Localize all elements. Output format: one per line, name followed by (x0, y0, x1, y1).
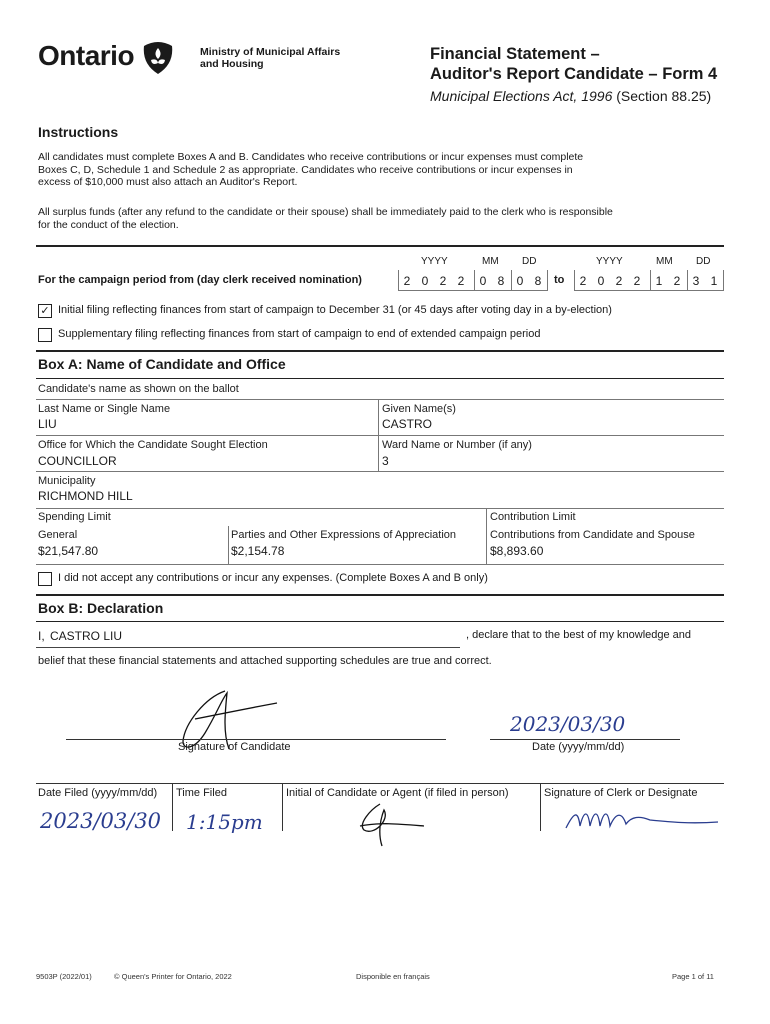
to-digit: 2 (615, 274, 623, 288)
instructions-para-2-line: All surplus funds (after any refund to the candidate or their spouse) shall be immediately paid to the clerk who is responsible (38, 206, 613, 218)
from-digit: 0 (421, 274, 429, 288)
supplementary-filing-checkbox[interactable] (38, 328, 52, 342)
ministry-name (200, 46, 340, 70)
from-date-field[interactable] (398, 270, 548, 290)
instructions-heading: Instructions (38, 124, 119, 140)
instructions-para-1 (38, 151, 728, 189)
time-filed-label: Time Filed (176, 787, 227, 799)
divider (36, 378, 724, 379)
act-name: Municipal Elections Act, 1996 (430, 88, 613, 104)
date-filed-label: Date Filed (yyyy/mm/dd) (38, 787, 158, 799)
ontario-logo-word: Ontario (38, 40, 135, 71)
last-name-value[interactable]: LIU (38, 417, 57, 431)
initial-label: Initial of Candidate or Agent (if filed in person) (286, 787, 509, 799)
instructions-para-1-line: excess of $10,000 must also attach an Auditor's Report. (38, 176, 298, 188)
from-digit: 2 (403, 274, 411, 288)
from-digit: 2 (457, 274, 465, 288)
page-number: Page 1 of 11 (672, 972, 714, 981)
date-filed-handwritten[interactable]: 2023/03/30 (40, 809, 162, 833)
form-code: 9503P (2022/01) (36, 972, 92, 981)
last-name-label: Last Name or Single Name (38, 403, 171, 415)
to-digit: 3 (692, 274, 700, 288)
contribution-limit-value[interactable]: $8,893.60 (490, 544, 544, 558)
act-reference (430, 88, 711, 104)
to-digit: 2 (579, 274, 587, 288)
period-to-label: to (554, 274, 565, 286)
to-digit: 2 (633, 274, 641, 288)
campaign-period-label: For the campaign period from (day clerk received nomination) (38, 274, 362, 286)
form-title (430, 44, 717, 84)
to-digit: 0 (597, 274, 605, 288)
from-mm-label: MM (482, 256, 499, 267)
parties-limit-value[interactable]: $2,154.78 (231, 544, 285, 558)
to-dd-label: DD (696, 256, 711, 267)
act-section: (Section 88.25) (616, 88, 712, 104)
given-name-value[interactable]: CASTRO (382, 417, 433, 431)
instructions-para-1-line: Boxes C, D, Schedule 1 and Schedule 2 as appropriate. Candidates who receive contributions or incur expenses in (38, 163, 573, 176)
given-name-label: Given Name(s) (382, 403, 456, 415)
clerk-signature-image (560, 806, 720, 836)
supplementary-filing-label: Supplementary filing reflecting finances from start of campaign to end of extended campaign period (58, 328, 541, 340)
from-digit: 8 (534, 274, 542, 288)
declaration-text: , declare that to the best of my knowledge and (466, 629, 692, 641)
ward-value[interactable]: 3 (382, 454, 389, 468)
general-label: General (38, 529, 78, 541)
from-digit: 8 (497, 274, 505, 288)
general-limit-value[interactable]: $21,547.80 (38, 544, 99, 558)
spending-limit-label: Spending Limit (38, 511, 111, 523)
agent-initial-image (350, 800, 430, 850)
from-dd-label: DD (522, 256, 537, 267)
clerk-signature-label: Signature of Clerk or Designate (544, 787, 698, 799)
parties-label: Parties and Other Expressions of Appreciation (231, 529, 457, 541)
french-availability: Disponible en français (356, 972, 430, 981)
box-b-title: Box B: Declaration (38, 600, 164, 616)
signature-label: Signature of Candidate (178, 741, 291, 753)
declaration-text-line-2: belief that these financial statements and attached supporting schedules are true and correct. (38, 655, 492, 667)
declaration-date-handwritten[interactable]: 2023/03/30 (510, 712, 626, 736)
instructions-para-1-line: All candidates must complete Boxes A and B. Candidates who receive contributions or incur expenses must complete (38, 151, 584, 163)
ward-label: Ward Name or Number (if any) (382, 439, 532, 451)
to-digit: 2 (673, 274, 681, 288)
divider (36, 245, 724, 247)
form-title-line-2: Auditor's Report Candidate – Form 4 (430, 65, 718, 83)
initial-filing-checkbox[interactable]: ✓ (38, 304, 52, 318)
contribution-sub-label: Contributions from Candidate and Spouse (490, 529, 695, 541)
initial-filing-label: Initial filing reflecting finances from start of campaign to December 31 (or 45 days after voting day in a by-election) (58, 304, 612, 316)
from-digit: 0 (479, 274, 487, 288)
office-value[interactable]: COUNCILLOR (38, 454, 117, 468)
instructions-para-2 (38, 206, 728, 231)
trillium-icon (140, 40, 176, 76)
divider (36, 594, 724, 596)
date-label: Date (yyyy/mm/dd) (532, 741, 625, 753)
instructions-para-2-line: for the conduct of the election. (38, 218, 179, 231)
divider (36, 350, 724, 352)
to-mm-label: MM (656, 256, 673, 267)
to-digit: 1 (655, 274, 663, 288)
contribution-limit-label: Contribution Limit (490, 511, 576, 523)
box-a-title: Box A: Name of Candidate and Office (38, 356, 286, 372)
from-digit: 0 (516, 274, 524, 288)
divider (36, 621, 724, 622)
no-contributions-checkbox[interactable] (38, 572, 52, 586)
from-yyyy-label: YYYY (421, 256, 448, 267)
municipality-label: Municipality (38, 475, 96, 487)
copyright: © Queen's Printer for Ontario, 2022 (114, 972, 232, 981)
municipality-value[interactable]: RICHMOND HILL (38, 489, 133, 503)
from-digit: 2 (439, 274, 447, 288)
time-filed-handwritten[interactable]: 1:15pm (186, 810, 263, 834)
no-contributions-label: I did not accept any contributions or incur any expenses. (Complete Boxes A and B only) (58, 572, 488, 584)
ministry-line-2: and Housing (200, 58, 264, 70)
ballot-name-label: Candidate's name as shown on the ballot (38, 383, 239, 395)
to-digit: 1 (710, 274, 718, 288)
to-yyyy-label: YYYY (596, 256, 623, 267)
declarant-name[interactable]: CASTRO LIU (50, 629, 123, 643)
ministry-line-1: Ministry of Municipal Affairs (200, 46, 341, 58)
to-date-field[interactable] (574, 270, 724, 290)
form-title-line-1: Financial Statement – (430, 45, 600, 63)
declarant-prefix: I, (38, 629, 45, 643)
office-label: Office for Which the Candidate Sought Election (38, 439, 268, 451)
